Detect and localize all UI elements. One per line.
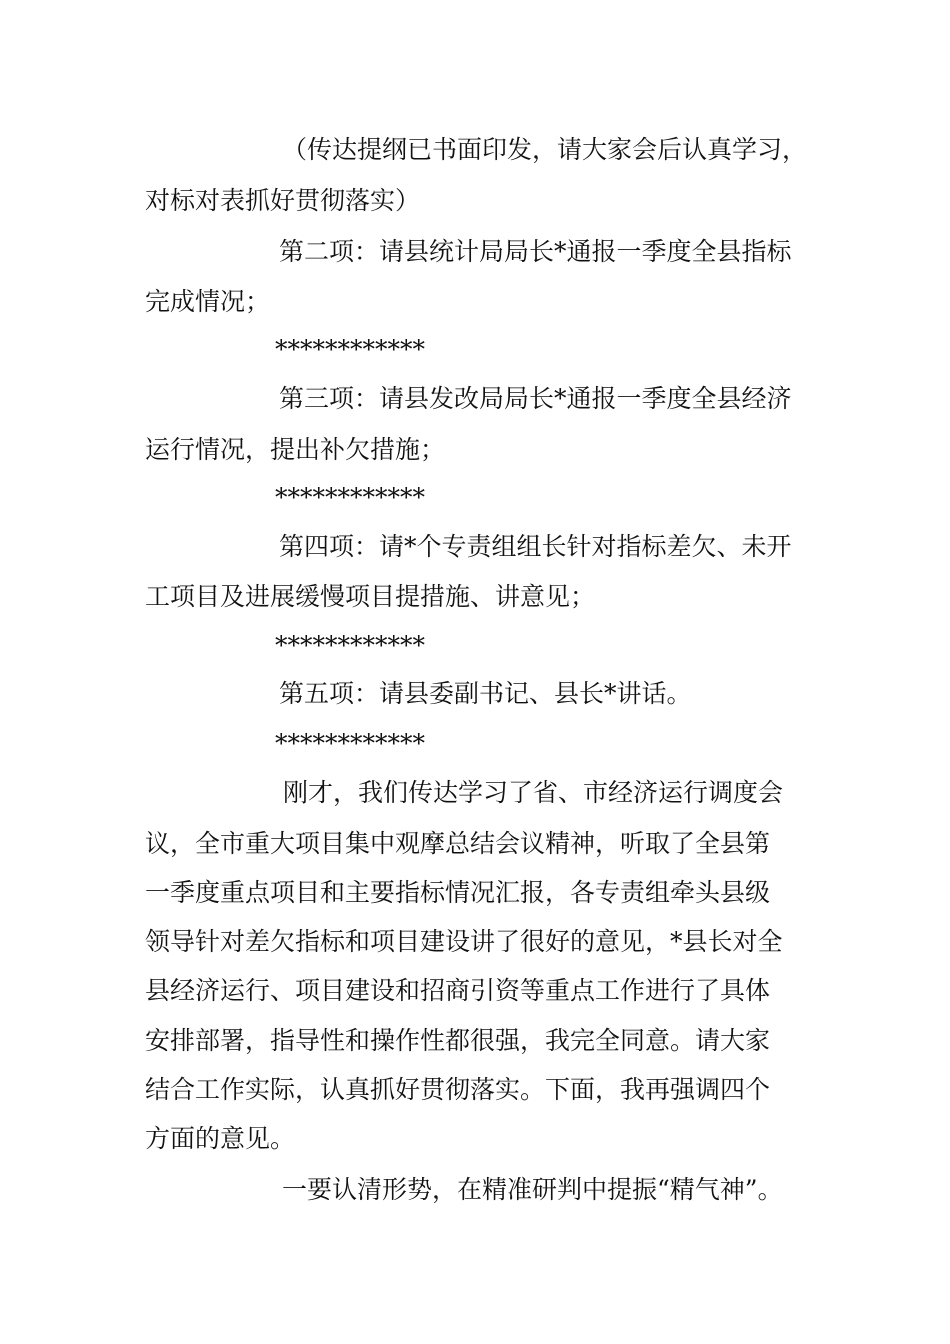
text-line-12: 一季度重点项目和主要指标情况汇报，各专责组牵头县级 <box>145 878 771 907</box>
text-line-8: 工项目及进展缓慢项目提措施、讲意见； <box>145 582 596 611</box>
text-line-14: 县经济运行、项目建设和招商引资等重点工作进行了具体 <box>145 976 771 1005</box>
text-line-1: （传达提纲已书面印发，请大家会后认真学习， <box>282 135 808 164</box>
text-line-6: 运行情况，提出补欠措施； <box>145 435 446 464</box>
text-line-3: 第二项：请县统计局局长*通报一季度全县指标 <box>279 237 792 266</box>
separator-line-1: ************ <box>275 335 425 364</box>
text-line-13: 领导针对差欠指标和项目建设讲了很好的意见，*县长对全 <box>145 927 783 956</box>
separator-line-4: ************ <box>275 729 425 758</box>
text-line-2: 对标对表抓好贯彻落实） <box>145 186 421 215</box>
text-line-16: 结合工作实际，认真抓好贯彻落实。下面，我再强调四个 <box>145 1075 771 1104</box>
text-line-18: 一要认清形势，在精准研判中提振“精气神”。 <box>282 1175 783 1204</box>
separator-line-3: ************ <box>275 631 425 660</box>
text-line-5: 第三项：请县发改局局长*通报一季度全县经济 <box>279 384 792 413</box>
text-line-4: 完成情况； <box>145 287 271 316</box>
separator-line-2: ************ <box>275 483 425 512</box>
text-line-11: 议，全市重大项目集中观摩总结会议精神，听取了全县第 <box>145 829 771 858</box>
text-line-10: 刚才，我们传达学习了省、市经济运行调度会 <box>283 778 784 807</box>
text-line-15: 安排部署，指导性和操作性都很强，我完全同意。请大家 <box>145 1026 771 1055</box>
text-line-17: 方面的意见。 <box>145 1124 296 1153</box>
text-line-7: 第四项：请*个专责组组长针对指标差欠、未开 <box>279 532 792 561</box>
text-line-9: 第五项：请县委副书记、县长*讲话。 <box>279 679 692 708</box>
